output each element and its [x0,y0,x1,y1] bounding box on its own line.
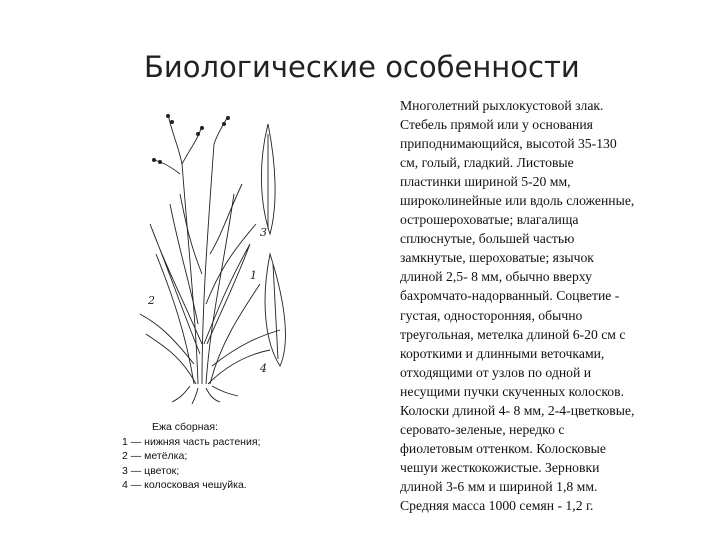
caption-item: 3 — цветок; [122,464,180,477]
caption-item: 1 — нижняя часть растения; [122,435,261,448]
description-line: отходящими от узлов по одной и [400,364,592,380]
description-line: Колоски длиной 4- 8 мм, 2-4-цветковые, [400,402,635,418]
grass-illustration [110,104,400,404]
caption-title: Ежа сборная: [152,421,218,433]
caption-item: 2 — метёлка; [122,450,188,462]
description-line: серовато-зеленые, нередко с [400,421,565,437]
description-line: сплюснутые, большей частью [400,231,575,247]
description-line: Средняя масса 1000 семян - 1,2 г. [400,497,594,513]
description-line: чешуи жесткокожистые. Зерновки [400,459,600,475]
figure-label-2: 2 [148,294,155,307]
description-line: несущими пучки скученных колосков. [400,383,625,399]
figure-label-3: 3 [260,226,267,239]
figure-label-4: 4 [260,362,267,375]
description-line: длиной 3-6 мм и шириной 1,8 мм. [400,478,598,494]
description-line: треугольная, метелка длиной 6-20 см с [400,326,626,342]
description-line: пластинки шириной 5-20 мм, [400,174,571,190]
description-line: острошероховатые; влагалища [400,212,579,228]
figure-label-1: 1 [250,269,257,282]
description-line: широколинейные или вдоль сложенные, [400,193,635,209]
description-line: Стебель прямой или у основания [400,117,593,133]
description-line: длиной 2,5- 8 мм, обычно вверху [400,269,592,285]
description-line: см, голый, гладкий. Листовые [400,155,574,171]
description-line: приподнимающийся, высотой 35-130 [400,136,617,152]
description-line: фиолетовым оттенком. Колосковые [400,440,606,456]
description-line: короткими и длинными веточками, [400,345,605,361]
slide-title: Биологические особенности [144,50,580,84]
description-text [400,96,690,515]
caption-item: 4 — колосковая чешуйка. [122,479,247,491]
description-line: густая, односторонняя, обычно [400,307,583,323]
description-line: замкнутые, шероховатые; язычок [400,250,594,266]
description-line: Многолетний рыхлокустовой злак. [400,98,604,113]
figure-caption [122,420,260,493]
description-line: бахромчато-надорванный. Соцветие - [400,288,620,304]
